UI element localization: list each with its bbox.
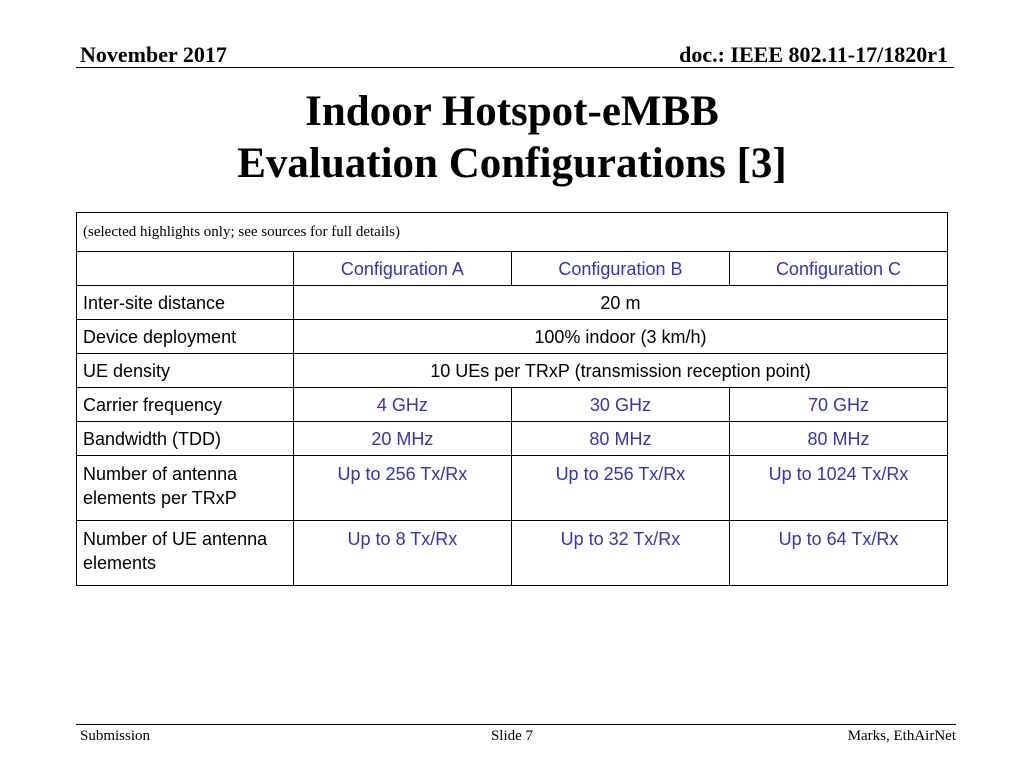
- cell-ue-antenna-b: Up to 32 Tx/Rx: [511, 521, 729, 586]
- table-header-row: [77, 252, 948, 286]
- cell-bandwidth-c: 80 MHz: [729, 422, 947, 456]
- table-note: (selected highlights only; see sources for full details): [77, 213, 948, 252]
- row-label-ue-antenna: Number of UE antenna elements: [77, 521, 294, 586]
- column-header-config-c: Configuration C: [729, 252, 947, 286]
- table-row: [77, 286, 948, 320]
- slide-title: [0, 86, 1024, 190]
- row-label-ue-density: UE density: [77, 354, 294, 388]
- header-doc-id: doc.: IEEE 802.11-17/1820r1: [679, 42, 948, 67]
- cell-ue-antenna-c: Up to 64 Tx/Rx: [729, 521, 947, 586]
- cell-bandwidth-b: 80 MHz: [511, 422, 729, 456]
- row-value-ue-density: 10 UEs per TRxP (transmission reception point): [293, 354, 947, 388]
- cell-antenna-c: Up to 1024 Tx/Rx: [729, 456, 947, 521]
- table-row: [77, 320, 948, 354]
- cell-antenna-b: Up to 256 Tx/Rx: [511, 456, 729, 521]
- table-row: [77, 521, 948, 586]
- table-note-row: [77, 213, 948, 252]
- column-header-config-b: Configuration B: [511, 252, 729, 286]
- table-row: [77, 456, 948, 521]
- cell-antenna-a: Up to 256 Tx/Rx: [293, 456, 511, 521]
- cell-bandwidth-a: 20 MHz: [293, 422, 511, 456]
- row-label-carrier: Carrier frequency: [77, 388, 294, 422]
- cell-ue-antenna-a: Up to 8 Tx/Rx: [293, 521, 511, 586]
- configuration-table: [76, 212, 948, 586]
- row-label-bandwidth: Bandwidth (TDD): [77, 422, 294, 456]
- row-label-deployment: Device deployment: [77, 320, 294, 354]
- row-value-deployment: 100% indoor (3 km/h): [293, 320, 947, 354]
- row-label-isd: Inter-site distance: [77, 286, 294, 320]
- table-row: [77, 422, 948, 456]
- header-rule: [76, 67, 954, 68]
- table-row: [77, 388, 948, 422]
- cell-carrier-b: 30 GHz: [511, 388, 729, 422]
- slide-title-line1: Indoor Hotspot-eMBB: [305, 88, 719, 135]
- cell-carrier-c: 70 GHz: [729, 388, 947, 422]
- footer-slide-number: Slide 7: [490, 728, 534, 744]
- footer-rule: [76, 724, 956, 725]
- column-header-config-a: Configuration A: [293, 252, 511, 286]
- row-value-isd: 20 m: [293, 286, 947, 320]
- footer-author: Marks, EthAirNet: [847, 728, 956, 744]
- header-date: November 2017: [80, 42, 227, 67]
- cell-carrier-a: 4 GHz: [293, 388, 511, 422]
- footer-submission: Submission: [80, 728, 151, 744]
- table-row: [77, 354, 948, 388]
- row-label-antenna: Number of antenna elements per TRxP: [77, 456, 294, 521]
- table-header-empty: [77, 252, 294, 286]
- slide-title-line2: Evaluation Configurations [3]: [237, 140, 787, 187]
